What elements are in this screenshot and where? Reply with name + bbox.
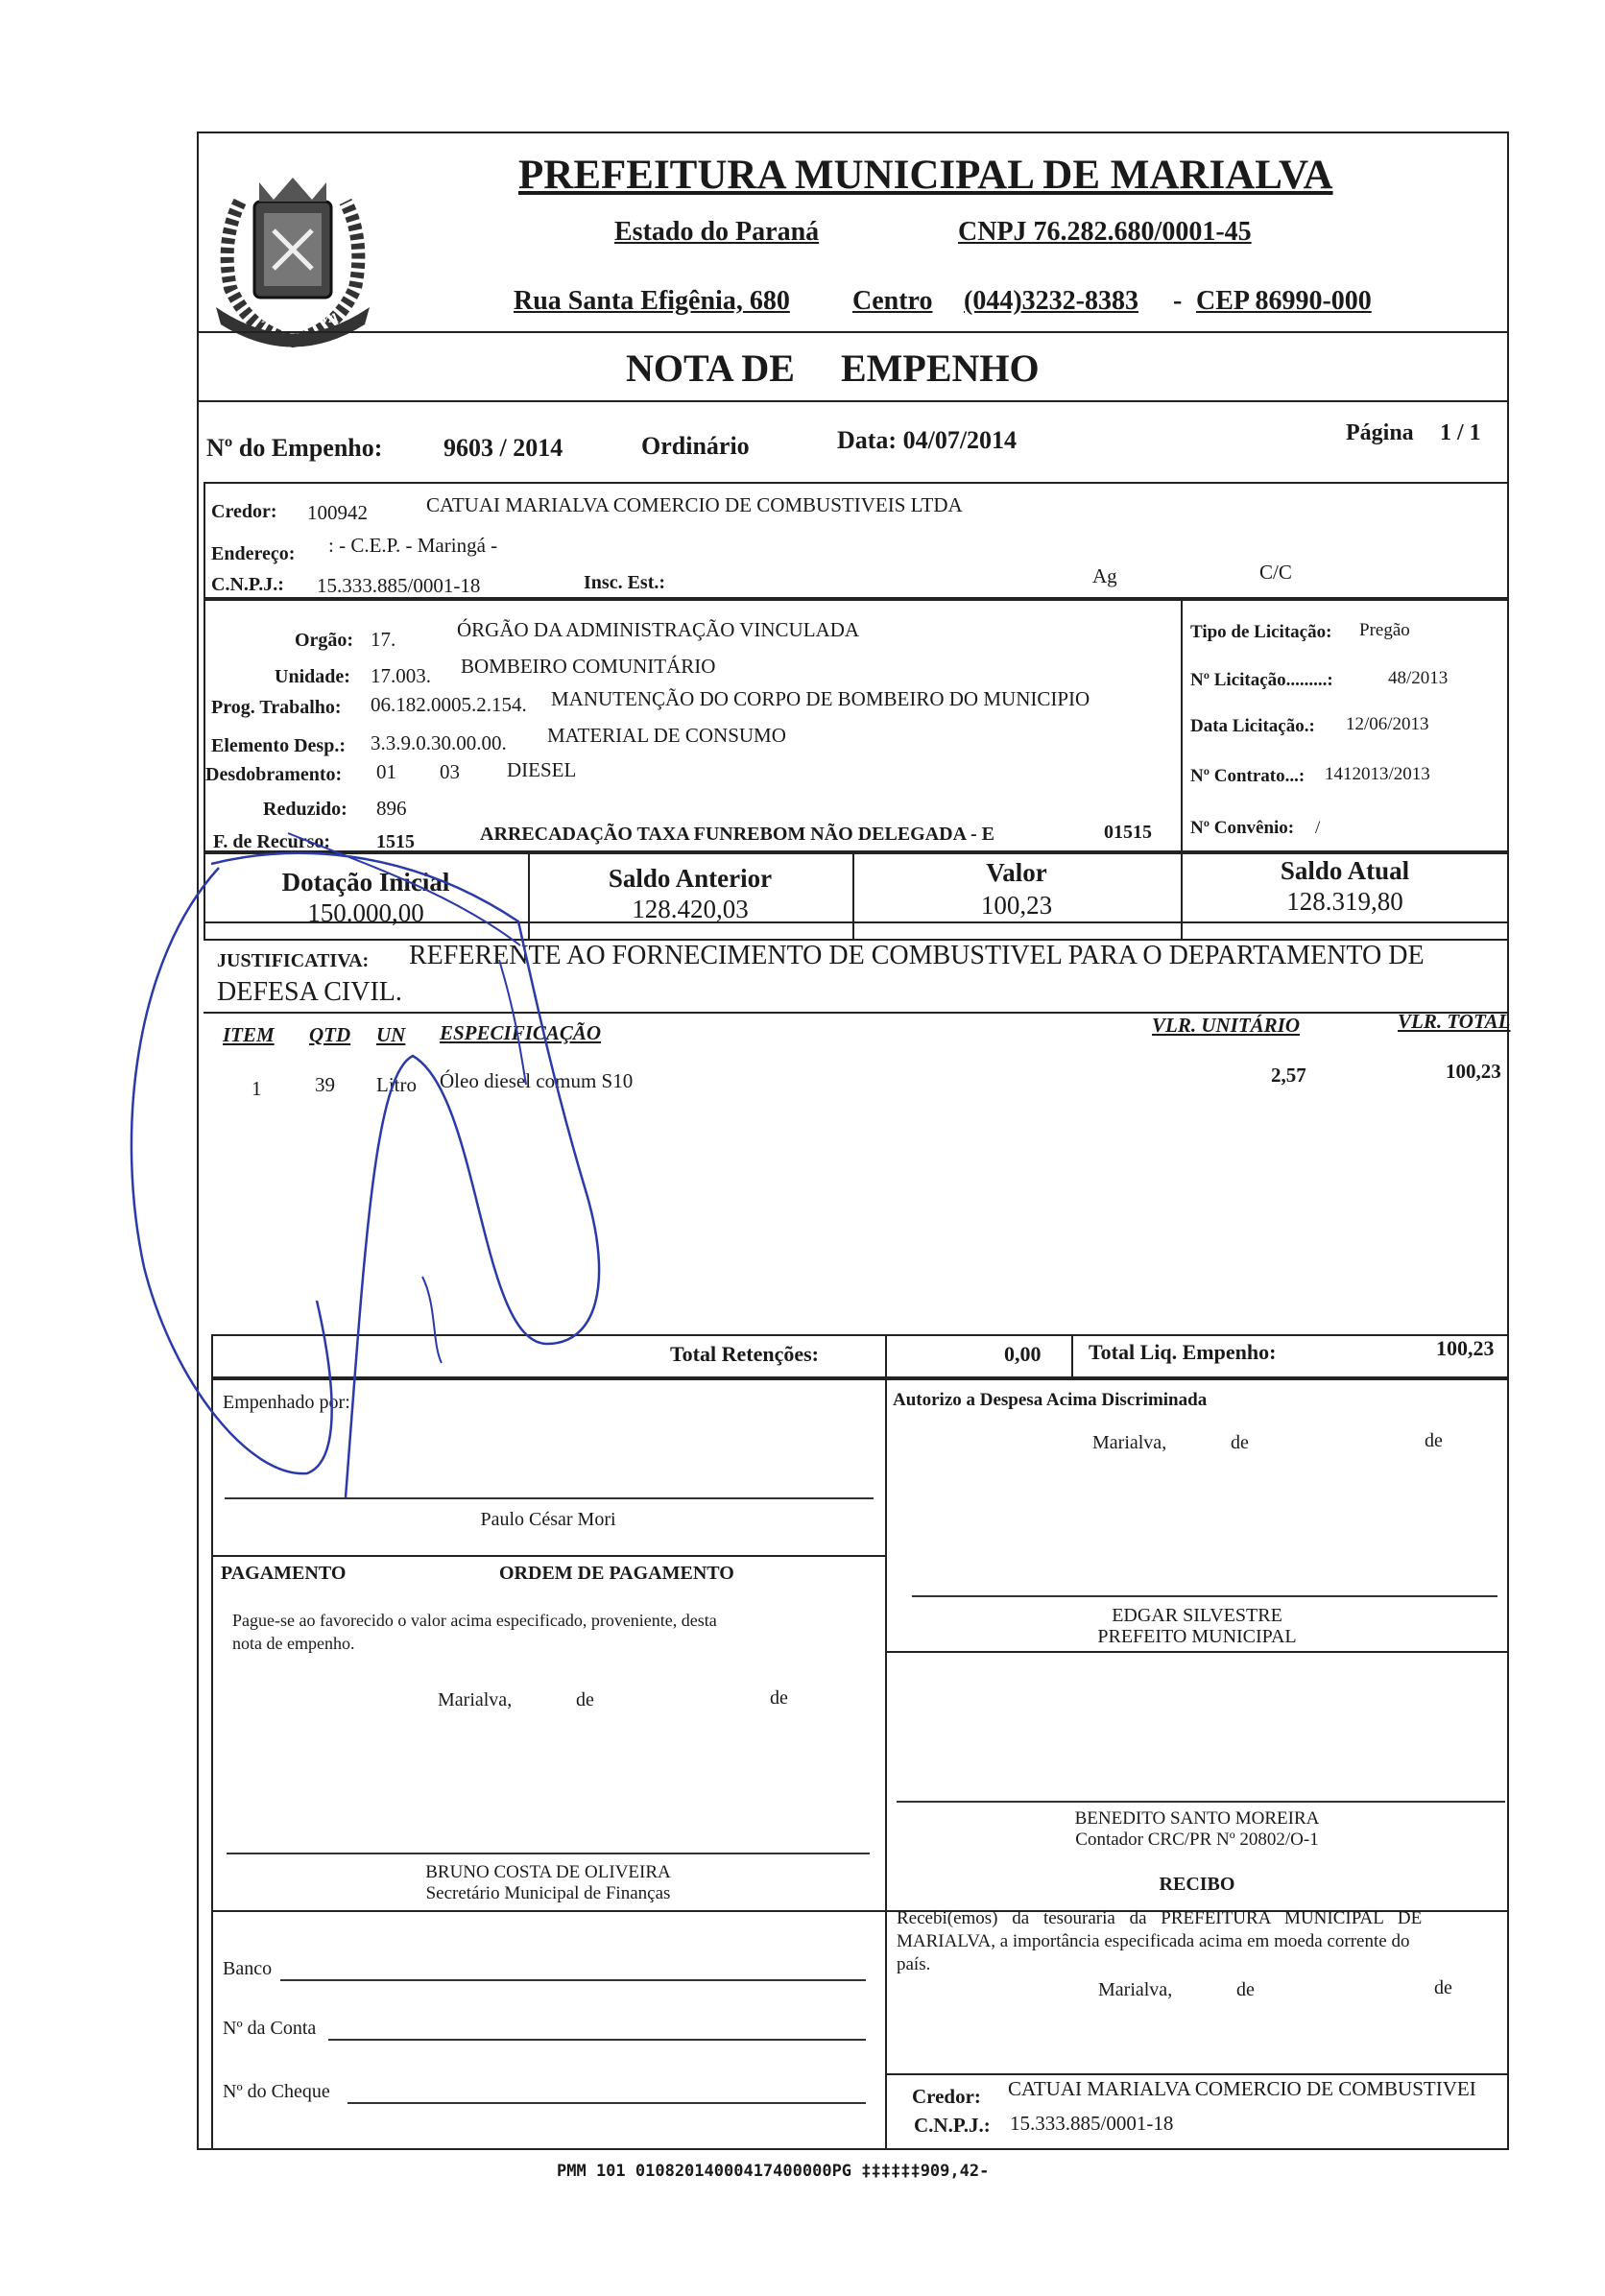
header-title: PREFEITURA MUNICIPAL DE MARIALVA	[518, 153, 1333, 198]
row-spec: Óleo diesel comum S10	[440, 1069, 634, 1092]
recurso-code: 01515	[1104, 822, 1152, 843]
tipo-licitacao-value: Pregão	[1359, 620, 1410, 640]
footer-code: PMM 101 01082014000417400000PG ‡‡‡‡‡‡909,42-	[557, 2162, 990, 2181]
empenho-label: Nº do Empenho:	[206, 434, 383, 462]
desdobramento-name: DIESEL	[507, 758, 577, 781]
doc-title-a: NOTA DE	[626, 347, 795, 390]
elemento-code: 3.3.9.0.30.00.00.	[371, 731, 507, 754]
pagamento-text1: Pague-se ao favorecido o valor acima especificado, proveniente, desta	[232, 1611, 717, 1630]
insc-label: Insc. Est.:	[584, 572, 666, 593]
header-district: Centro	[852, 286, 933, 316]
unidade-name: BOMBEIRO COMUNITÁRIO	[461, 655, 716, 678]
row-unit-price: 2,57	[1271, 1064, 1306, 1087]
header-cnpj: CNPJ 76.282.680/0001-45	[958, 217, 1252, 247]
header-cep: CEP 86990-000	[1196, 286, 1372, 316]
row-total: 100,23	[1446, 1060, 1501, 1083]
cc-label: C/C	[1259, 561, 1292, 584]
saldo-anterior-label: Saldo Anterior	[608, 864, 773, 893]
col-unit-price: VLR. UNITÁRIO	[1152, 1014, 1301, 1037]
recurso-value: 1515	[376, 831, 415, 852]
address-value: : - C.E.P. - Maringá -	[328, 534, 498, 557]
contrato-label: Nº Contrato...:	[1190, 766, 1306, 786]
unidade-label: Unidade:	[275, 666, 350, 687]
ag-label: Ag	[1092, 564, 1117, 587]
seal-text: MARIALVA	[261, 311, 339, 326]
col-item: ITEM	[223, 1023, 275, 1046]
dotacao-inicial-value: 150.000,00	[307, 898, 424, 927]
tipo-licitacao-label: Tipo de Licitação:	[1190, 622, 1332, 642]
autorizo-city: Marialva,	[1092, 1432, 1167, 1453]
col-total: VLR. TOTAL	[1398, 1010, 1511, 1033]
recibo-de-2: de	[1434, 1977, 1452, 1998]
col-qtd: QTD	[309, 1023, 351, 1046]
empenhado-name: Paulo César Mori	[480, 1509, 616, 1530]
recibo-cnpj-label: C.N.P.J.:	[914, 2114, 991, 2137]
secretario-role: Secretário Municipal de Finanças	[425, 1883, 671, 1903]
header-phone: (044)3232-8383	[964, 286, 1138, 316]
desdobramento-b: 03	[440, 760, 460, 783]
empenho-number: 9603 / 2014	[443, 434, 563, 462]
credor-cnpj-value: 15.333.885/0001-18	[317, 574, 481, 597]
header-address: Rua Santa Efigênia, 680	[514, 286, 790, 316]
ordem-pagamento: ORDEM DE PAGAMENTO	[499, 1563, 734, 1584]
recibo-de-1: de	[1236, 1979, 1255, 2000]
licitacao-num-value: 48/2013	[1388, 668, 1449, 688]
doc-title-b: EMPENHO	[841, 347, 1040, 390]
prog-name: MANUTENÇÃO DO CORPO DE BOMBEIRO DO MUNICIPIO	[551, 687, 1090, 710]
empenhado-label: Empenhado por:	[223, 1392, 350, 1413]
elemento-label: Elemento Desp.:	[211, 735, 346, 756]
reduzido-label: Reduzido:	[263, 799, 347, 820]
recurso-name: ARRECADAÇÃO TAXA FUNREBOM NÃO DELEGADA - E	[480, 824, 994, 845]
orgao-code: 17.	[371, 628, 396, 651]
header-state: Estado do Paraná	[614, 217, 820, 247]
contador-name: BENEDITO SANTO MOREIRA	[1074, 1808, 1320, 1829]
data-licitacao-value: 12/06/2013	[1346, 714, 1429, 734]
recibo-title: RECIBO	[1159, 1874, 1235, 1895]
row-qtd: 39	[315, 1073, 335, 1096]
convenio-label: Nº Convênio:	[1190, 818, 1295, 838]
orgao-label: Orgão:	[295, 630, 354, 651]
contrato-value: 1412013/2013	[1325, 764, 1430, 784]
page-value: 1 / 1	[1440, 420, 1481, 445]
saldo-anterior-value: 128.420,03	[632, 895, 749, 923]
recibo-line3: país.	[897, 1954, 931, 1974]
retencoes-label: Total Retenções:	[670, 1342, 819, 1366]
liq-label: Total Liq. Empenho:	[1089, 1340, 1277, 1364]
justificativa-label: JUSTIFICATIVA:	[217, 950, 370, 971]
col-un: UN	[376, 1023, 406, 1046]
prefeito-role: PREFEITO MUNICIPAL	[1097, 1626, 1297, 1647]
recibo-cnpj-value: 15.333.885/0001-18	[1010, 2112, 1174, 2135]
row-item: 1	[252, 1077, 262, 1100]
liq-value: 100,23	[1436, 1336, 1495, 1360]
saldo-atual-label: Saldo Atual	[1280, 856, 1410, 885]
col-spec: ESPECIFICAÇÃO	[440, 1021, 602, 1044]
recurso-label: F. de Recurso:	[213, 831, 331, 852]
recibo-line1: Recebi(emos) da tesouraria da PREFEITURA MUNICIPAL DE	[897, 1908, 1423, 1928]
convenio-value: /	[1315, 818, 1321, 838]
autorizo-de-1: de	[1231, 1432, 1249, 1453]
header-separator: -	[1173, 286, 1183, 316]
valor-value: 100,23	[980, 891, 1053, 920]
desdobramento-a: 01	[376, 760, 396, 783]
elemento-name: MATERIAL DE CONSUMO	[547, 724, 786, 747]
prefeito-name: EDGAR SILVESTRE	[1112, 1605, 1282, 1626]
pagamento-de-2: de	[770, 1687, 788, 1709]
credor-code: 100942	[307, 501, 368, 524]
address-label: Endereço:	[211, 543, 296, 564]
reduzido-value: 896	[376, 797, 407, 820]
pagamento-title: PAGAMENTO	[221, 1563, 347, 1584]
unidade-code: 17.003.	[371, 664, 431, 687]
justificativa-line2: DEFESA CIVIL.	[217, 977, 402, 1007]
credor-name: CATUAI MARIALVA COMERCIO DE COMBUSTIVEIS LTDA	[426, 493, 963, 516]
prog-code: 06.182.0005.2.154.	[371, 693, 527, 716]
orgao-name: ÓRGÃO DA ADMINISTRAÇÃO VINCULADA	[457, 618, 860, 641]
credor-label: Credor:	[211, 501, 277, 522]
data-licitacao-label: Data Licitação.:	[1190, 716, 1315, 736]
empenho-date: Data: 04/07/2014	[837, 426, 1018, 454]
empenho-type: Ordinário	[641, 432, 750, 460]
pagamento-text2: nota de empenho.	[232, 1634, 355, 1653]
recibo-city: Marialva,	[1098, 1979, 1173, 2000]
autorizo-label: Autorizo a Despesa Acima Discriminada	[893, 1390, 1208, 1410]
credor-cnpj-label: C.N.P.J.:	[211, 574, 284, 595]
recibo-line2: MARIALVA, a importância especificada acima em moeda corrente do	[897, 1931, 1410, 1951]
valor-label: Valor	[986, 858, 1047, 887]
licitacao-num-label: Nº Licitação.........:	[1190, 670, 1333, 690]
pagamento-city: Marialva,	[438, 1689, 513, 1710]
retencoes-value: 0,00	[1004, 1342, 1042, 1366]
secretario-name: BRUNO COSTA DE OLIVEIRA	[425, 1862, 671, 1882]
banco-label: Banco	[223, 1958, 273, 1979]
prog-label: Prog. Trabalho:	[211, 697, 342, 718]
justificativa-line1: REFERENTE AO FORNECIMENTO DE COMBUSTIVEL PARA O DEPARTAMENTO DE	[409, 941, 1425, 970]
cheque-label: Nº do Cheque	[223, 2081, 330, 2102]
conta-label: Nº da Conta	[223, 2018, 317, 2039]
row-un: Litro	[376, 1073, 417, 1096]
desdobramento-label: Desdobramento:	[205, 764, 343, 785]
contador-role: Contador CRC/PR Nº 20802/O-1	[1075, 1830, 1319, 1850]
page-label: Página	[1346, 420, 1414, 445]
recibo-credor-value: CATUAI MARIALVA COMERCIO DE COMBUSTIVEI	[1008, 2077, 1476, 2100]
pagamento-de-1: de	[576, 1689, 594, 1710]
saldo-atual-value: 128.319,80	[1286, 887, 1403, 916]
autorizo-de-2: de	[1425, 1430, 1443, 1451]
dotacao-inicial-label: Dotação Inicial	[281, 868, 450, 897]
recibo-credor-label: Credor:	[912, 2085, 981, 2108]
